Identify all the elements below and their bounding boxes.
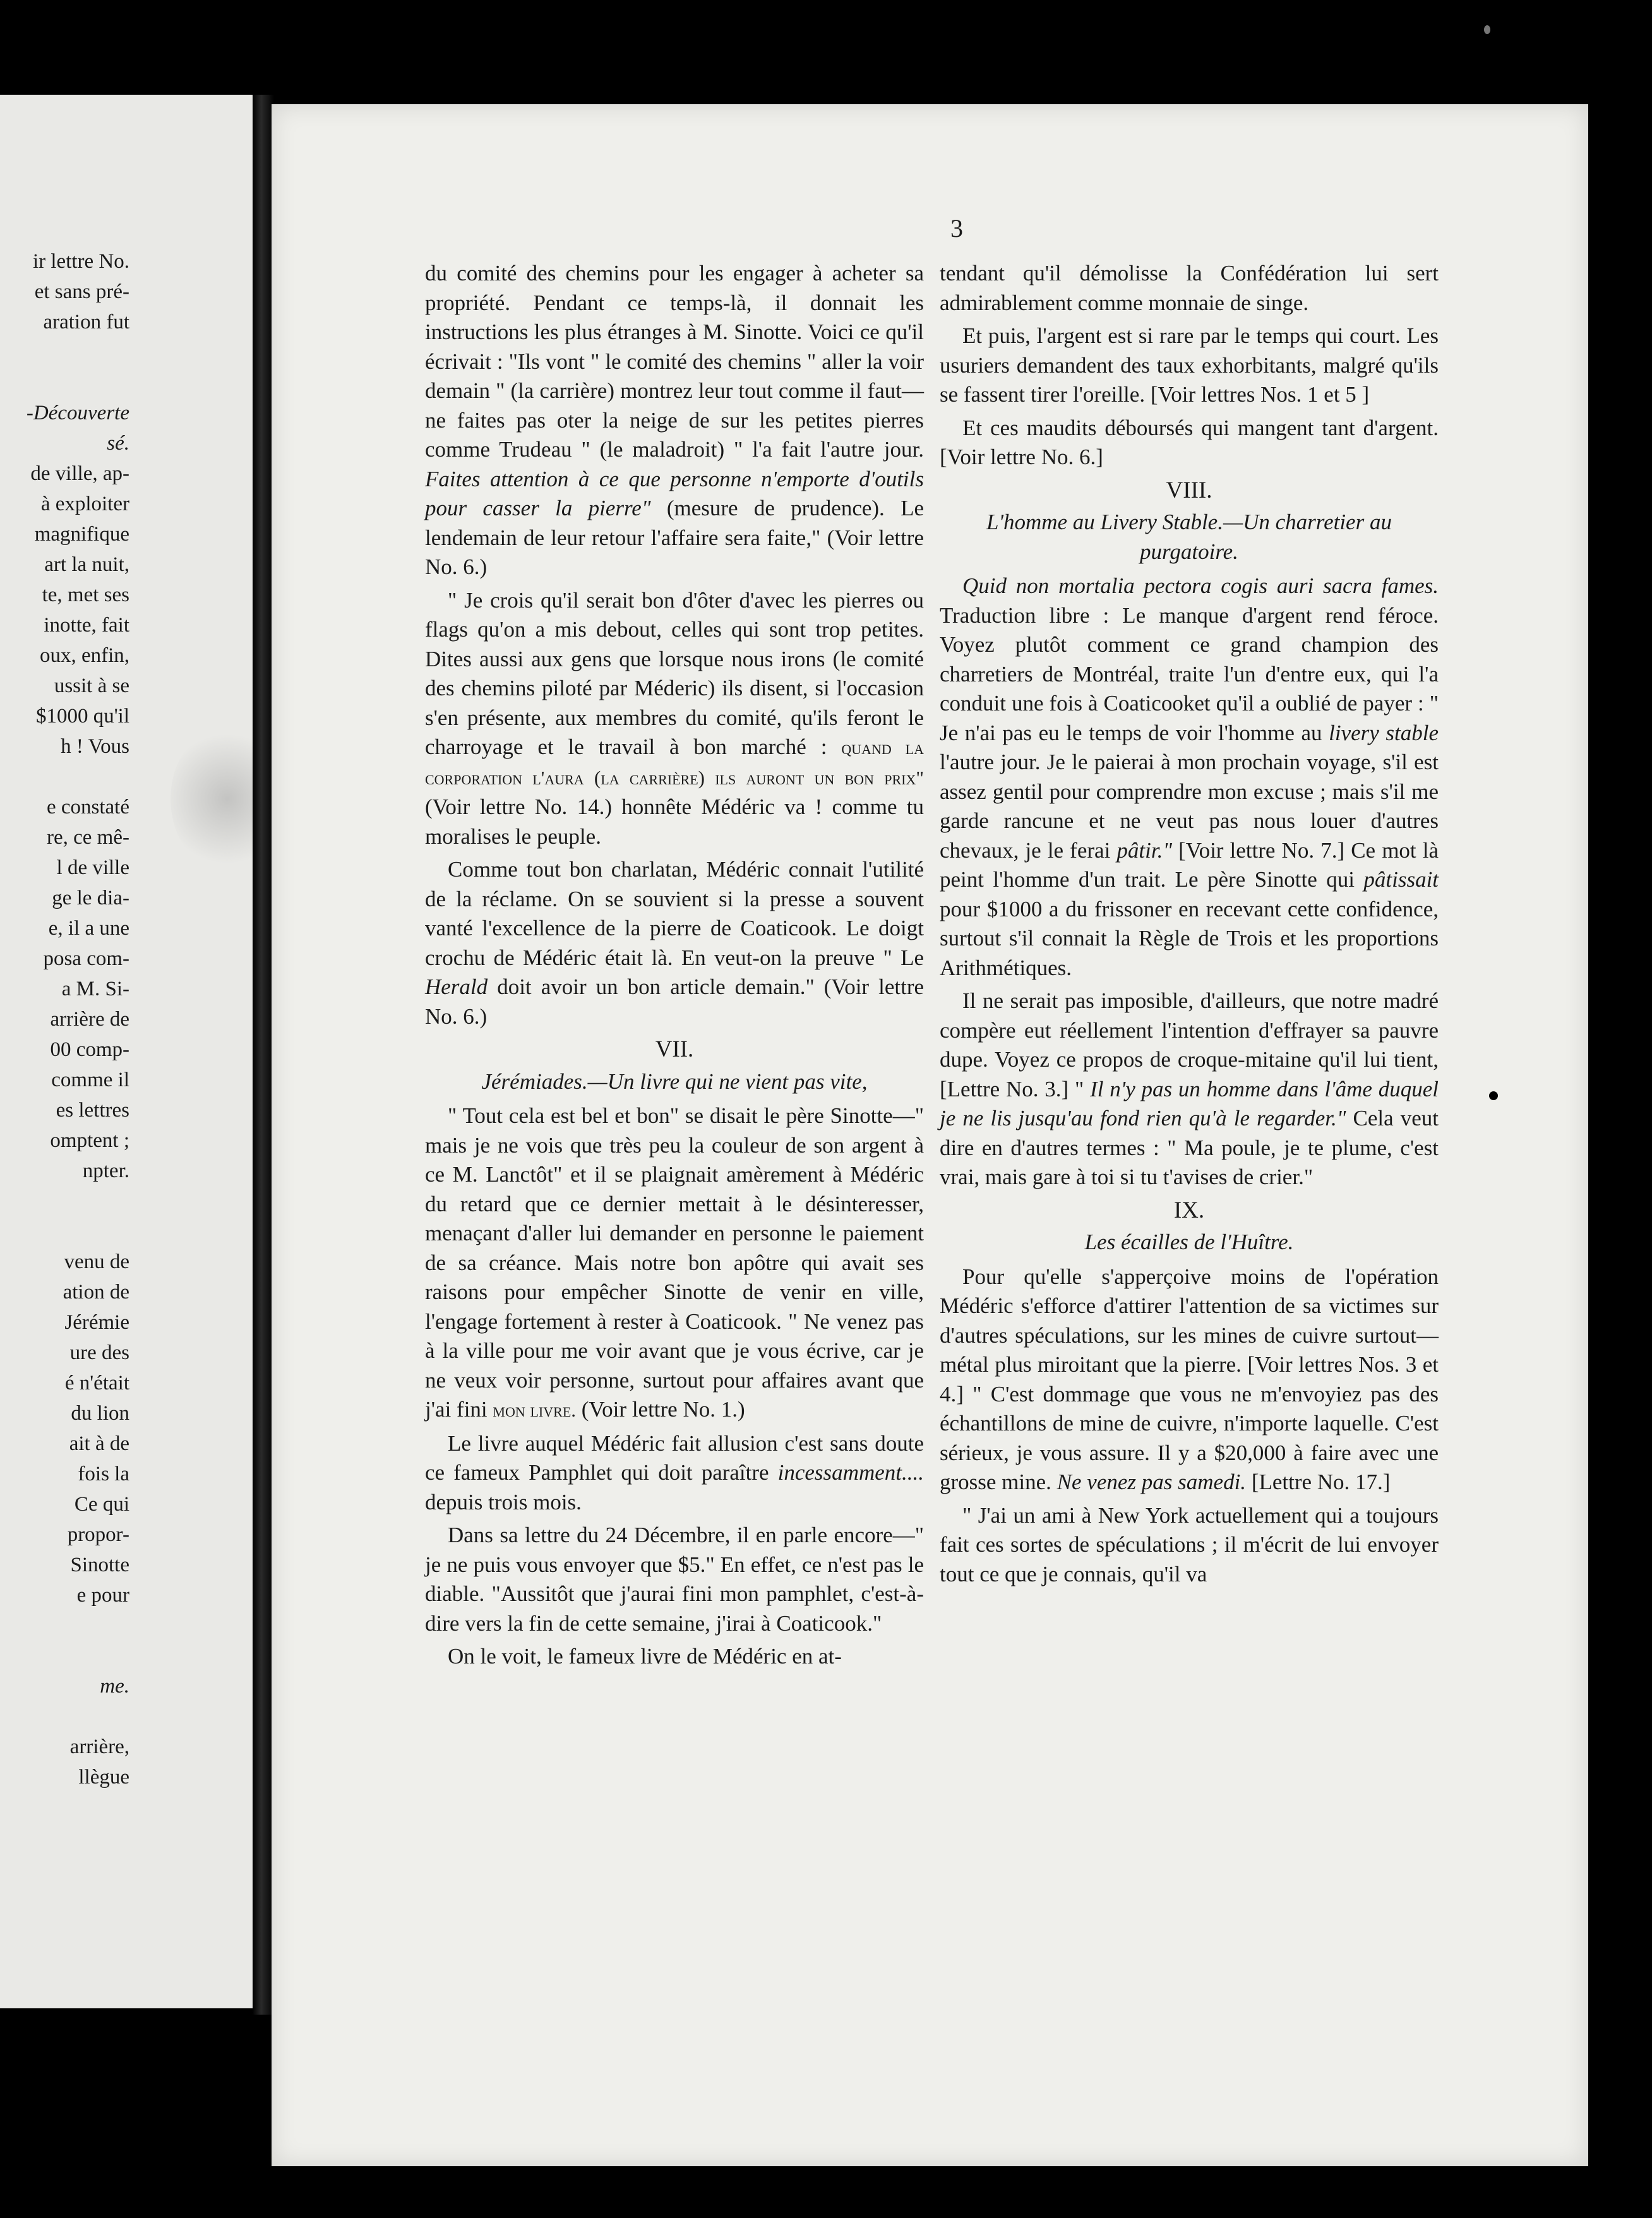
left-facing-page (0, 95, 268, 2008)
paragraph: " J'ai un ami à New York actuellement qui a toujours fait ces sortes de spéculations ; il m'écrit de lui envoyer tout ce que je connais, qu'il va (940, 1502, 1439, 1586)
left-page-line: te, met ses (42, 584, 129, 606)
left-page-line: ussit à se (54, 674, 129, 697)
left-page-line: ation de (63, 1281, 129, 1304)
left-page-line: es lettres (56, 1099, 129, 1122)
section-subheading: L'homme au Livery Stable.—Un charretier au purgatoire. (986, 510, 1392, 564)
section-heading: VIII. (1166, 477, 1212, 503)
left-page-line: e, il a une (48, 917, 129, 940)
paragraph: Dans sa lettre du 24 Décembre, il en parle encore—" je ne puis vous envoyer que $5." En effet, ce n'est pas le diable. "Aussitôt que j'aurai fini mon pamphlet, c'est-à-dire vers la fin de cette semaine, j'irai à Coaticook." (425, 1523, 924, 1636)
italic-run: livery stable (1329, 720, 1439, 745)
text-run: Traduction libre : Le manque d'argent rend féroce. Voyez plutôt comment ce grand champion des charretiers de Montréal, traite l'un d'entre eux, qui l'a conduit une fois à Coaticooket qu'il a oublié de payer : " Je n'ai pas eu le temps de voir l'homme au (940, 602, 1439, 745)
left-page-line: $1000 qu'il (35, 705, 129, 728)
left-page-line: arrière de (50, 1008, 129, 1031)
section-subheading: Jérémiades.—Un livre qui ne vient pas vite, (481, 1069, 868, 1094)
left-page-line: de ville, ap- (30, 462, 129, 485)
left-page-line: à exploiter (40, 493, 129, 515)
left-page-line: Jérémie (64, 1311, 129, 1334)
italic-run: Faites attention à ce que personne n'emporte d'outils pour casser la pierre" (425, 466, 924, 520)
left-page-line: Ce qui (74, 1493, 129, 1516)
paragraph (425, 1429, 924, 1518)
left-page-line: du lion (71, 1402, 129, 1425)
book-spine (253, 95, 274, 2015)
left-page-line: h ! Vous (61, 735, 129, 758)
left-page-line: ure des (69, 1341, 129, 1364)
text-run: " Tout cela est bel et bon" se disait le père Sinotte—" mais je ne vois que très peu la couleur de son argent à ce M. Lanctôt" et il se plaignait amèrement à Médéric du retard que ce dernier mettait à le désinteresser, menaçant d'aller lui demander en personne le paiement de sa créance. Mais notre bon apôtre qui avait ses raisons pour empêcher Sinotte de venir en ville, l'engage fortement à rester à Coaticook. " Ne venez pas à la ville pour me voir avant que je vous écrive, car je ne veux voir personne, surtout pour affaires avant que j'ai fini (425, 1103, 924, 1422)
paragraph (425, 855, 924, 1031)
page-number: 3 (950, 214, 963, 243)
left-page-line: aration fut (43, 311, 129, 333)
left-page-line: fois la (78, 1463, 129, 1485)
column-right (940, 259, 1439, 1593)
column-left (425, 259, 924, 1675)
paragraph (425, 1101, 924, 1425)
margin-dot (1489, 1091, 1498, 1100)
paragraph (940, 1262, 1439, 1497)
left-page-line: ge le dia- (52, 887, 129, 909)
left-page-line: l de ville (56, 856, 129, 879)
paragraph: Et ces maudits déboursés qui mangent tant d'argent. [Voir lettre No. 6.] (940, 415, 1439, 469)
italic-run: Ne venez pas samedi. (1056, 1470, 1247, 1494)
left-page-line: oux, enfin, (39, 644, 129, 667)
section-heading: VII. (655, 1036, 694, 1062)
paragraph (940, 986, 1439, 1192)
text-run: du comité des chemins pour les engager à acheter sa propriété. Pendant ce temps-là, il donnait les instructions les plus étranges à M. Sinotte. Voici ce qu'il écrivait : "Ils vont " le comité des chemins " aller la voir demain " (la carrière) montrez leur tout comme il faut—ne faites pas oter la neige de sur les petites pierres comme Trudeau " (le maladroit) " l'a fait l'autre jour. (425, 261, 924, 462)
left-page-line: art la nuit, (44, 553, 129, 576)
text-run: " Je crois qu'il serait bon d'ôter d'avec les pierres ou flags qu'on a mis debout, celles qui sont trop petites. Dites aussi aux gens que lorsque nous irons (le comité des chemins piloté par Méderic) ils disent, si l'occasion s'en présente, aux membres du comité, qu'ils feront le charroyage et le travail à bon marché : (425, 587, 924, 759)
left-page-line: e pour (76, 1584, 129, 1607)
left-page-line: venu de (64, 1250, 129, 1273)
text-run: Le livre auquel Médéric fait allusion c'est sans doute ce fameux Pamphlet qui doit paraître (425, 1430, 924, 1485)
left-page-line: npter. (82, 1160, 129, 1182)
left-page-line: magnifique (34, 523, 129, 546)
italic-run: incessamment.... (777, 1460, 924, 1485)
left-page-line: -Découverte (26, 402, 129, 424)
left-page-line: inotte, fait (44, 614, 129, 637)
left-page-line: propor- (67, 1523, 129, 1546)
left-page-line: 00 comp- (50, 1038, 129, 1061)
italic-run: pâtissait (1363, 867, 1439, 892)
paragraph (425, 586, 924, 852)
section-subheading: Les écailles de l'Huître. (1084, 1230, 1294, 1254)
paragraph (425, 259, 924, 582)
paragraph: tendant qu'il démolisse la Confédération lui sert admirablement comme monnaie de singe. (940, 261, 1439, 315)
left-page-line: comme il (51, 1069, 129, 1091)
left-page-line: omptent ; (50, 1129, 129, 1152)
text-run: [Voir lettre No. 7.] Ce mot là peint l'homme d'un trait. Le père Sinotte qui (940, 837, 1439, 892)
italic-run: Il n'y pas un homme dans l'âme duquel je ne lis jusqu'au fond rien qu'à le regarder." (940, 1076, 1439, 1130)
text-run: (Voir lettre No. 14.) honnête Médéric va ! comme tu moralises le peuple. (425, 794, 924, 849)
text-run: doit avoir un bon article demain." (Voir lettre No. 6.) (425, 974, 925, 1029)
left-page-line: e constaté (46, 796, 129, 818)
left-page-line: arrière, (69, 1735, 129, 1758)
left-page-line: et sans pré- (34, 280, 129, 303)
italic-run: Quid non mortalia pectora cogis auri sacra fames. (962, 573, 1439, 598)
left-page-line: a M. Si- (61, 978, 129, 1000)
text-run: pour $1000 a du frissoner en recevant cette confidence, surtout s'il connait la Règle de Trois et les proportions Arithmétiques. (940, 896, 1439, 980)
small-caps-run: mon livre. (493, 1399, 577, 1421)
text-run: depuis trois mois. (425, 1489, 582, 1514)
small-caps-run: quand la corporation l'aura (la carrière) ils auront un bon prix" (425, 736, 925, 789)
italic-run: pâtir." (1116, 837, 1173, 863)
paragraph: Et puis, l'argent est si rare par le temps qui court. Les usuriers demandent des taux exhorbitants, malgré qu'ils se fassent tirer l'oreille. [Voir lettres Nos. 1 et 5 ] (940, 323, 1439, 407)
left-page-line: ir lettre No. (32, 250, 129, 273)
text-run: Pour qu'elle s'apperçoive moins de l'opération Médéric s'efforce d'attirer l'attention de sa victimes sur d'autres spéculations, sur les mines de cuivre surtout—métal plus miroitant que la pierre. [Voir lettres Nos. 3 et 4.] " C'est dommage que vous ne m'envoyiez pas des échantillons de mine de cuivre, n'importe laquelle. C'est sérieux, je vous assure. Il y a $20,000 à faire avec une grosse mine. (940, 1264, 1439, 1494)
text-run: [Lettre No. 17.] (1251, 1470, 1391, 1494)
left-page-line: llègue (78, 1766, 129, 1789)
text-run: Il ne serait pas imposible, d'ailleurs, que notre madré compère eut réellement l'intention d'effrayer sa pauvre dupe. Voyez ce propos de croque-mitaine qu'il lui tient, [Lettre No. 3.] " (940, 988, 1439, 1101)
left-page-line: posa com- (43, 947, 129, 970)
italic-run: Herald (425, 974, 488, 999)
text-run: Cela veut dire en d'autres termes : " Ma poule, je te plume, c'est vrai, mais gare à toi si tu t'avises de crier." (940, 1106, 1439, 1189)
text-run: l'autre jour. Je le paierai à mon prochain voyage, s'il est assez gentil pour comprendre mon excuse ; mais s'il me garde rancune et ne veut pas nous louer d'autres chevaux, je le ferai (940, 750, 1439, 863)
text-run: Comme tout bon charlatan, Médéric connait l'utilité de la réclame. On se souvient si la presse a souvent vanté l'excellence de la pierre de Coaticook. Le doigt crochu de Médéric était là. En veut-on la preuve " Le (425, 857, 924, 970)
paragraph (940, 572, 1439, 983)
text-run: (Voir lettre No. 1.) (581, 1397, 745, 1422)
paragraph: On le voit, le fameux livre de Médéric en at- (448, 1644, 842, 1669)
left-page-line: re, ce mê- (47, 826, 129, 849)
left-page-line: ait à de (69, 1432, 129, 1455)
text-run: (mesure de prudence). Le lendemain de leur retour l'affaire sera faite," (Voir lettre No. 6.) (425, 496, 924, 579)
left-page-line: me. (100, 1675, 129, 1698)
section-heading: IX. (1173, 1197, 1205, 1223)
left-page-line: Sinotte (70, 1554, 129, 1576)
corner-mark (1484, 25, 1490, 34)
left-page-line: é n'était (64, 1372, 129, 1394)
left-page-line: sé. (107, 432, 129, 455)
